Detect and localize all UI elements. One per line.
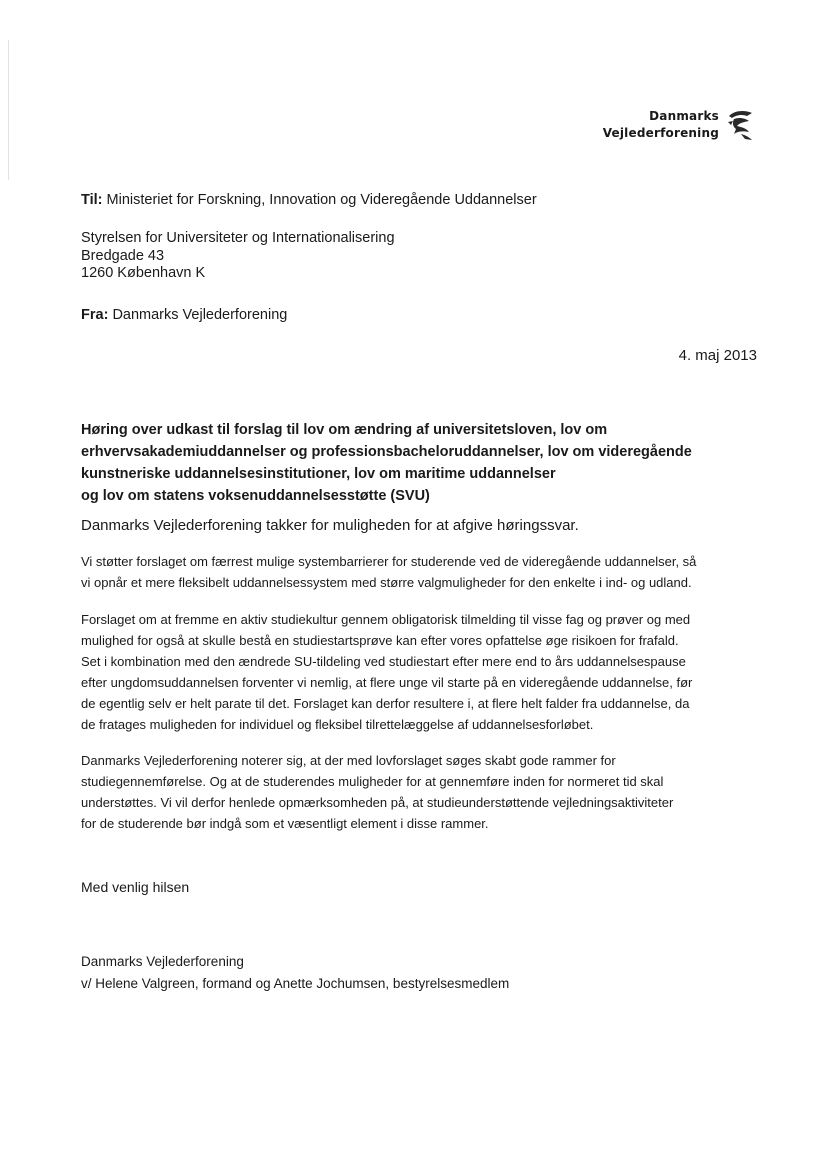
paragraph-line: mulighed for også at skulle bestå en studiestartsprøve kan efter vores opfattelse øge risikoen for frafald. [81, 633, 679, 648]
recipient-label: Til: [81, 192, 103, 208]
org-name [603, 108, 719, 142]
paragraph-line: Vi støtter forslaget om færrest mulige systembarrierer for studerende ved de videregående uddannelser, så [81, 554, 697, 569]
paragraph-line: de egentlig selv er helt parate til det. Forslaget kan derfor resultere i, at flere helt falder fra uddannelse, da [81, 696, 690, 711]
subject-line: erhvervsakademiuddannelser og professionsbacheloruddannelser, lov om videregående [81, 444, 692, 460]
subject-line: Høring over udkast til forslag til lov om ændring af universitetsloven, lov om [81, 422, 608, 438]
paragraph-line: de fratages muligheden for individuel og fleksibel tilrettelæggelse af uddannelsesforløbet. [81, 717, 594, 732]
org-name-line2: Vejlederforening [602, 126, 719, 140]
org-name-line1: Danmarks [649, 109, 719, 123]
recipient-line [81, 192, 537, 210]
subject-line: kunstneriske uddannelsesinstitutioner, lov om maritime uddannelser [81, 466, 556, 482]
letterhead [603, 108, 755, 142]
signature-organization: Danmarks Vejlederforening [81, 954, 244, 969]
recipient-name: Ministeriet for Forskning, Innovation og Videregående Uddannelser [106, 192, 537, 208]
letter-date: 4. maj 2013 [678, 347, 757, 364]
body-paragraph-1 [81, 551, 761, 593]
body-paragraph-3 [81, 750, 761, 834]
body-paragraph-2 [81, 609, 761, 735]
signature-block [81, 951, 509, 995]
paragraph-line: Forslaget om at fremme en aktiv studiekultur gennem obligatorisk tilmelding til visse fag og prøver og med [81, 612, 691, 627]
signature-signatories: v/ Helene Valgreen, formand og Anette Jochumsen, bestyrelsesmedlem [81, 976, 510, 991]
stylized-bird-logo-icon [725, 108, 755, 142]
paragraph-line: Set i kombination med den ændrede SU-tildeling ved studiestart efter mere end to års uddannelsespause [81, 654, 686, 669]
paragraph-line: efter ungdomsuddannelsen forventer vi nemlig, at flere unge vil starte på en videregående uddannelse, før [81, 675, 693, 690]
address-line: 1260 København K [81, 265, 206, 281]
paragraph-line: Danmarks Vejlederforening noterer sig, at der med lovforslaget søges skabt gode rammer for [81, 753, 616, 768]
address-line: Styrelsen for Universiteter og Internationalisering [81, 230, 395, 246]
sender-label: Fra: [81, 307, 109, 323]
sender-name: Danmarks Vejlederforening [112, 307, 288, 323]
address-line: Bredgade 43 [81, 247, 165, 264]
paragraph-line: vi opnår et mere fleksibelt uddannelsessystem med større valgmuligheder for den enkelte i ind- og udland. [81, 575, 692, 590]
paragraph-line: studiegennemførelse. Og at de studerendes muligheder for at gennemføre inden for normeret tid skal [81, 774, 664, 789]
sender-line [81, 307, 287, 325]
recipient-address [81, 230, 395, 283]
intro-sentence: Danmarks Vejlederforening takker for muligheden for at afgive høringssvar. [81, 517, 579, 534]
subject-line: og lov om statens voksenuddannelsesstøtte (SVU) [81, 488, 430, 504]
closing-salutation: Med venlig hilsen [81, 879, 190, 895]
scan-edge-line [8, 40, 9, 180]
paragraph-line: for de studerende bør indgå som et væsentligt element i disse rammer. [81, 816, 489, 831]
paragraph-line: understøttes. Vi vil derfor henlede opmærksomheden på, at studieunderstøttende vejledningsaktiviteter [81, 795, 674, 810]
subject-heading [81, 419, 741, 507]
